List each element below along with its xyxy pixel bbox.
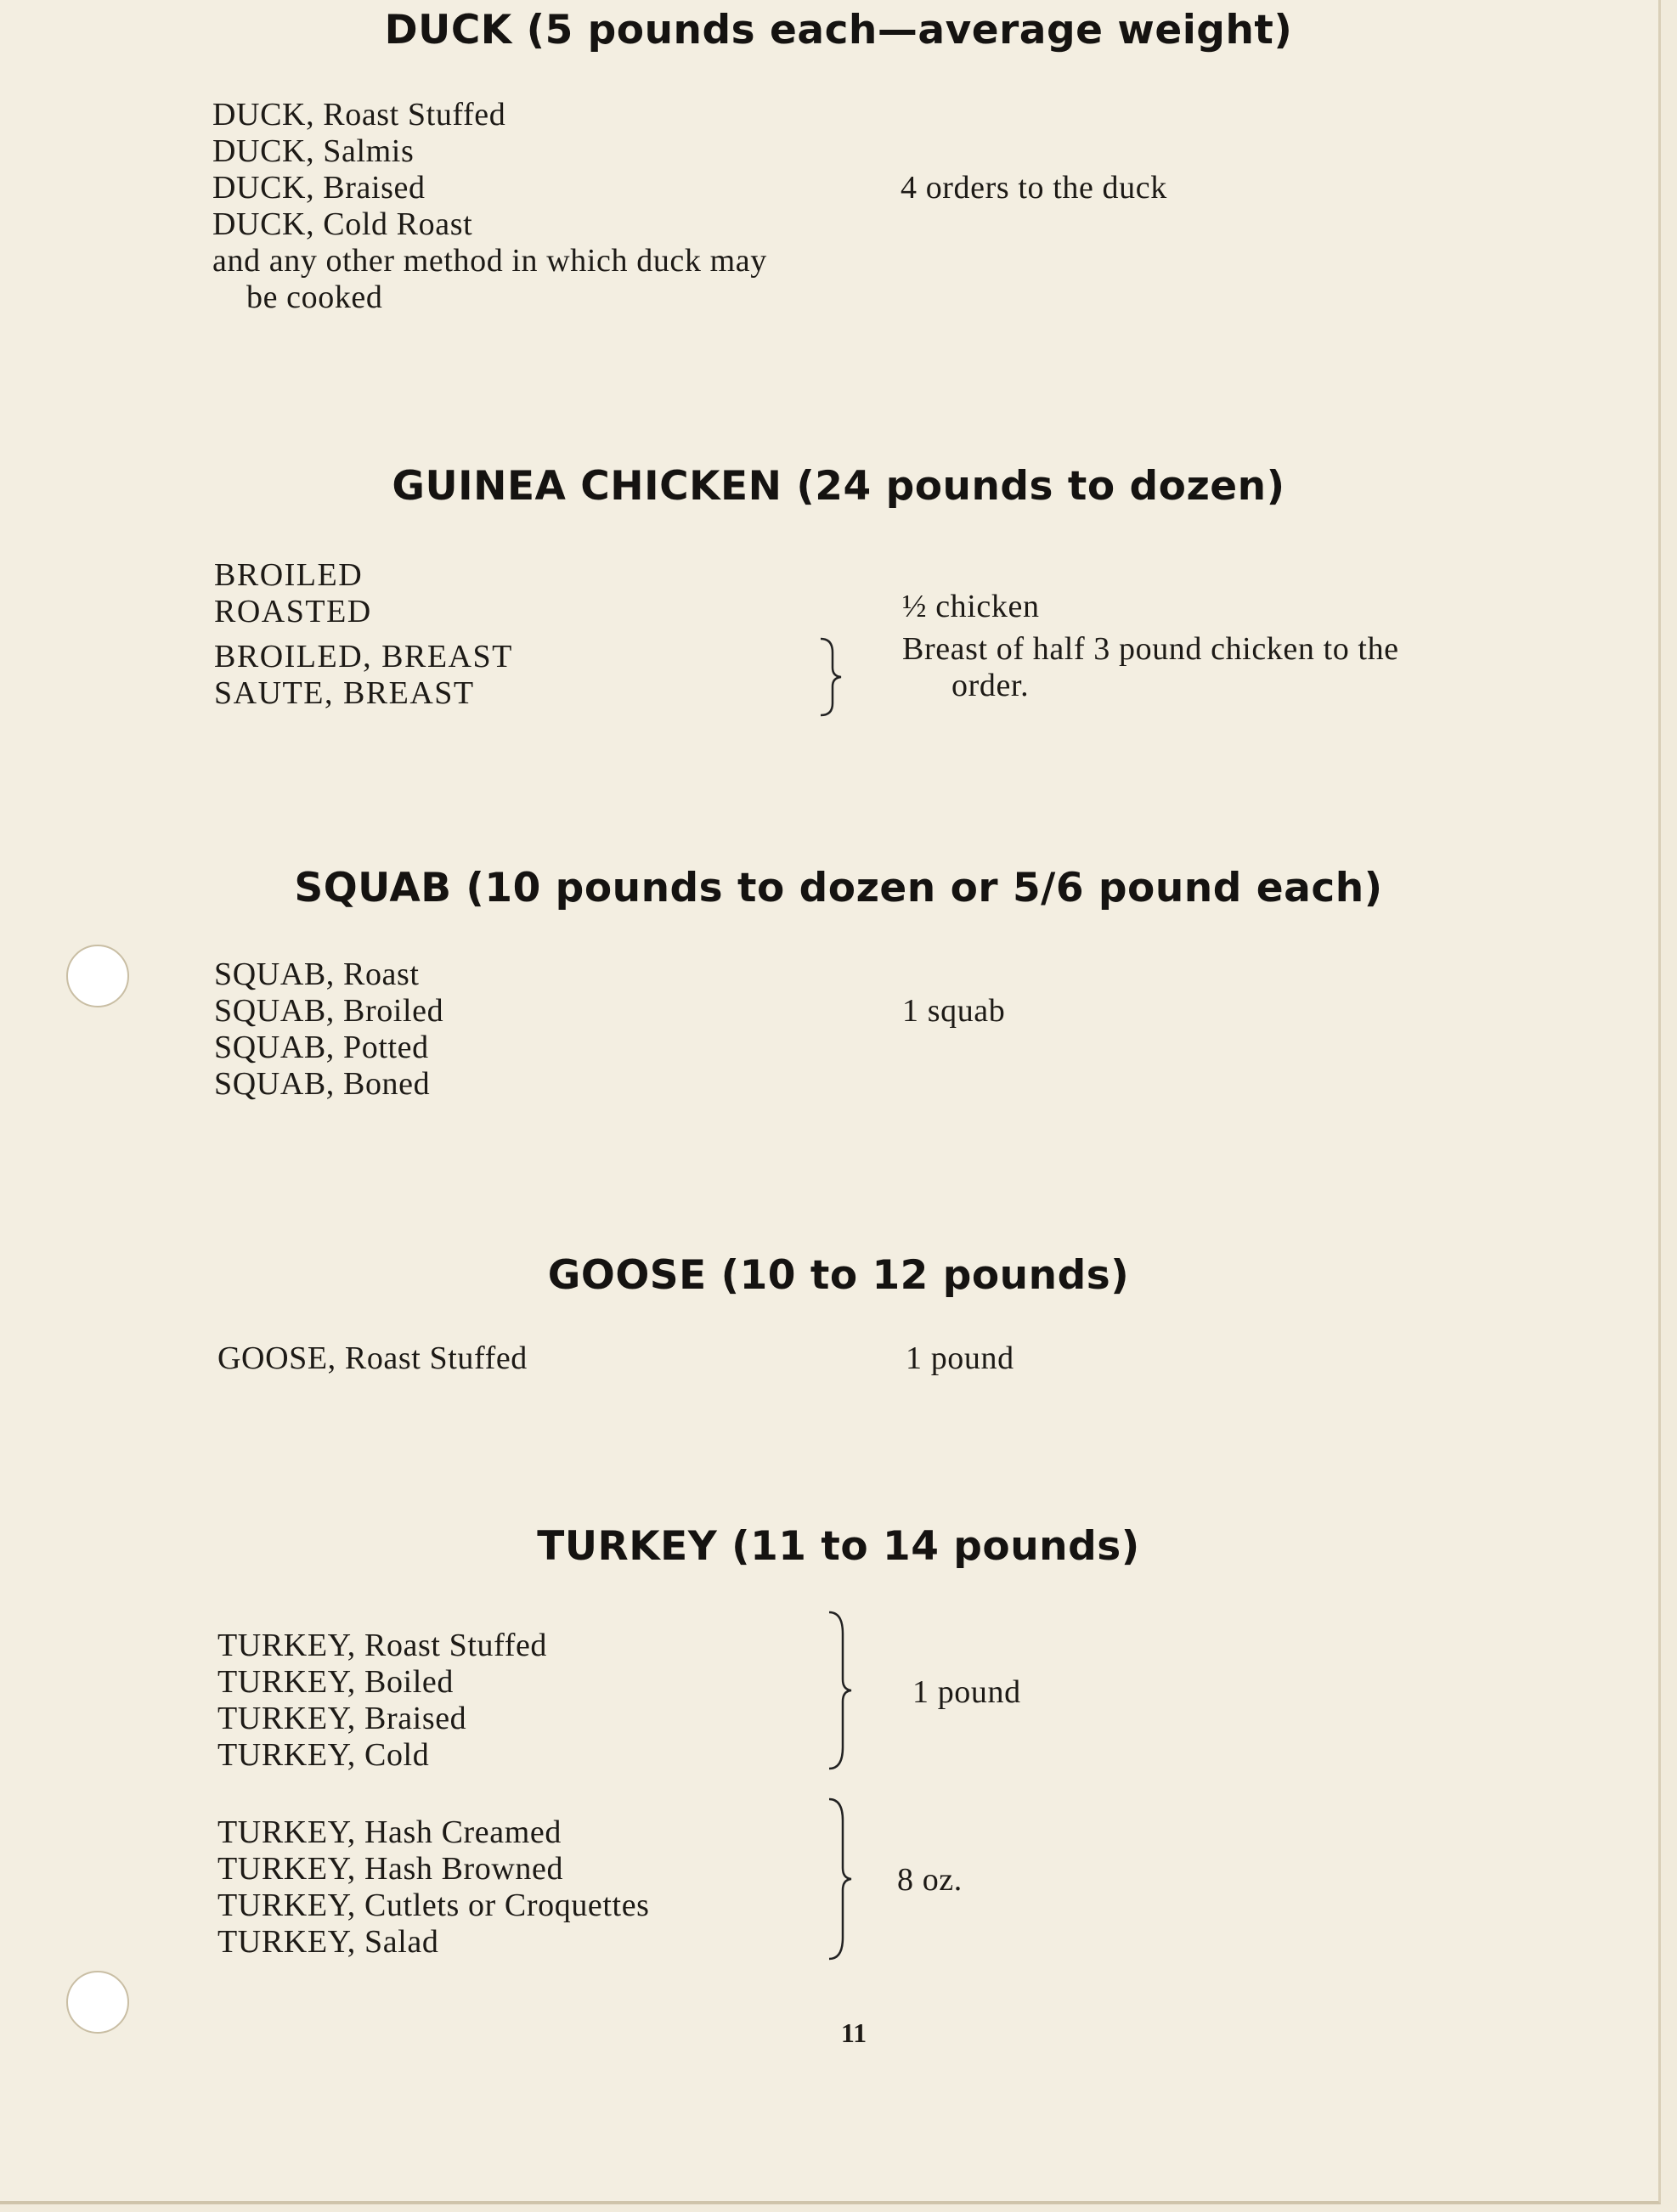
binder-hole (66, 1971, 129, 2034)
turkey-item-boiled: TURKEY, Boiled (217, 1664, 454, 1700)
squab-portion: 1 squab (902, 993, 1006, 1029)
goose-heading: GOOSE (10 to 12 pounds) (547, 1252, 1130, 1299)
right-brace-icon (814, 637, 848, 718)
goose-item-roast-stuffed: GOOSE, Roast Stuffed (217, 1340, 528, 1376)
goose-portion: 1 pound (906, 1340, 1014, 1376)
duck-item-any-method: and any other method in which duck may (212, 243, 767, 279)
guinea-item-saute-breast: SAUTE, BREAST (214, 675, 475, 711)
turkey-item-cutlets-croquettes: TURKEY, Cutlets or Croquettes (217, 1888, 650, 1923)
squab-heading: SQUAB (10 pounds to dozen or 5/6 pound each) (294, 865, 1383, 911)
turkey-item-hash-creamed: TURKEY, Hash Creamed (217, 1814, 562, 1850)
duck-portion: 4 orders to the duck (901, 170, 1167, 206)
guinea-portion-breast-line2: order. (951, 668, 1030, 703)
guinea-chicken-heading: GUINEA CHICKEN (24 pounds to dozen) (392, 463, 1285, 510)
turkey-group1-portion: 1 pound (912, 1674, 1021, 1710)
duck-heading: DUCK (5 pounds each—average weight) (384, 7, 1293, 54)
turkey-item-hash-browned: TURKEY, Hash Browned (217, 1851, 564, 1887)
right-brace-icon (824, 1797, 858, 1962)
turkey-item-braised: TURKEY, Braised (217, 1701, 467, 1736)
squab-item-broiled: SQUAB, Broiled (214, 993, 444, 1029)
duck-item-cold-roast: DUCK, Cold Roast (212, 206, 473, 242)
duck-item-salmis: DUCK, Salmis (212, 133, 415, 169)
squab-item-roast: SQUAB, Roast (214, 956, 420, 992)
page-number: 11 (840, 2017, 867, 2048)
duck-item-braised: DUCK, Braised (212, 170, 426, 206)
guinea-item-broiled-breast: BROILED, BREAST (214, 639, 513, 674)
guinea-item-roasted: ROASTED (214, 594, 372, 629)
turkey-item-salad: TURKEY, Salad (217, 1924, 439, 1960)
squab-item-potted: SQUAB, Potted (214, 1030, 429, 1065)
turkey-heading: TURKEY (11 to 14 pounds) (537, 1523, 1140, 1570)
turkey-group2-portion: 8 oz. (897, 1862, 963, 1898)
turkey-item-cold: TURKEY, Cold (217, 1737, 430, 1773)
guinea-portion-breast-line1: Breast of half 3 pound chicken to the (902, 631, 1399, 667)
turkey-item-roast-stuffed: TURKEY, Roast Stuffed (217, 1628, 548, 1663)
binder-hole (66, 945, 129, 1007)
guinea-portion-half-chicken: ½ chicken (902, 589, 1040, 624)
right-brace-icon (824, 1610, 858, 1771)
guinea-item-broiled: BROILED (214, 557, 364, 593)
duck-item-roast-stuffed: DUCK, Roast Stuffed (212, 97, 506, 133)
squab-item-boned: SQUAB, Boned (214, 1066, 431, 1102)
duck-item-be-cooked: be cooked (246, 279, 383, 315)
